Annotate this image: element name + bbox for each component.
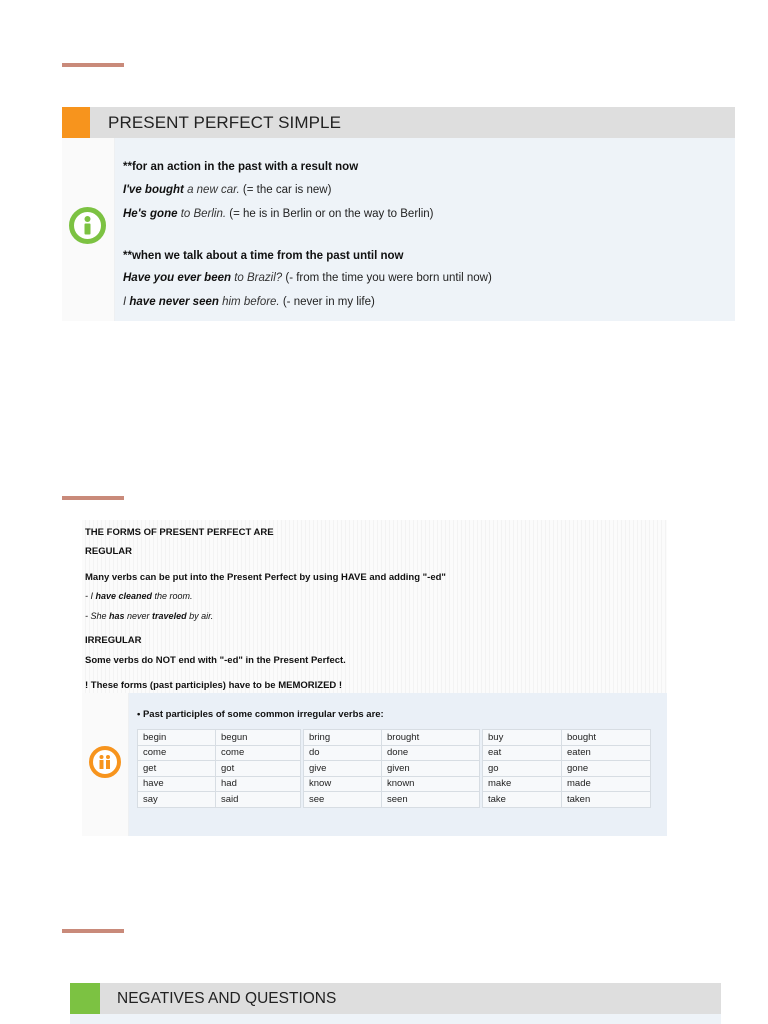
info-icon bbox=[69, 207, 106, 244]
table-cell: give bbox=[304, 761, 382, 777]
present-perfect-simple-box bbox=[62, 107, 735, 321]
regular-label: REGULAR bbox=[85, 546, 132, 557]
table-cell: know bbox=[304, 776, 382, 792]
table-row bbox=[138, 745, 651, 761]
table-row bbox=[138, 776, 651, 792]
table-cell: done bbox=[382, 745, 480, 761]
table-cell: take bbox=[483, 792, 562, 808]
section-divider bbox=[62, 63, 124, 67]
irregular-rule: Some verbs do NOT end with "-ed" in the Present Perfect. bbox=[85, 655, 346, 666]
box-header bbox=[62, 107, 735, 138]
icon-column bbox=[82, 693, 129, 836]
table-cell: begun bbox=[216, 730, 301, 746]
table-cell: bought bbox=[562, 730, 651, 746]
table-cell: make bbox=[483, 776, 562, 792]
table-row bbox=[138, 761, 651, 777]
box-title: NEGATIVES AND QUESTIONS bbox=[117, 990, 337, 1007]
table-cell: gone bbox=[562, 761, 651, 777]
table-cell: had bbox=[216, 776, 301, 792]
section-divider bbox=[62, 496, 124, 500]
table-cell: taken bbox=[562, 792, 651, 808]
example-line: Have you ever been to Brazil? (- from the time you were born until now) bbox=[123, 272, 492, 284]
usage-heading: **for an action in the past with a result now bbox=[123, 161, 359, 173]
table-cell: seen bbox=[382, 792, 480, 808]
box-header bbox=[70, 983, 721, 1014]
table-cell: do bbox=[304, 745, 382, 761]
table-cell: see bbox=[304, 792, 382, 808]
table-cell: come bbox=[138, 745, 216, 761]
table-cell: eat bbox=[483, 745, 562, 761]
regular-example: - I have cleaned the room. bbox=[85, 591, 193, 601]
box-body bbox=[115, 138, 735, 321]
table-cell: have bbox=[138, 776, 216, 792]
example-line: He's gone to Berlin. (= he is in Berlin or on the way to Berlin) bbox=[123, 208, 434, 220]
verbs-box-title: • Past participles of some common irregular verbs are: bbox=[137, 709, 384, 720]
table-row bbox=[138, 792, 651, 808]
info-icon bbox=[89, 746, 121, 778]
forms-heading: THE FORMS OF PRESENT PERFECT ARE bbox=[85, 527, 274, 538]
forms-of-present-perfect bbox=[82, 520, 667, 836]
icon-column bbox=[62, 138, 115, 321]
table-cell: made bbox=[562, 776, 651, 792]
table-cell: go bbox=[483, 761, 562, 777]
header-accent bbox=[70, 983, 100, 1014]
table-cell: said bbox=[216, 792, 301, 808]
example-line: I've bought a new car. (= the car is new) bbox=[123, 184, 332, 196]
table-cell: get bbox=[138, 761, 216, 777]
box-body bbox=[70, 1014, 721, 1024]
usage-heading: **when we talk about a time from the past until now bbox=[123, 250, 404, 262]
table-cell: bring bbox=[304, 730, 382, 746]
irregular-verbs-table bbox=[137, 729, 651, 808]
table-cell: brought bbox=[382, 730, 480, 746]
table-cell: come bbox=[216, 745, 301, 761]
table-row bbox=[138, 730, 651, 746]
table-cell: known bbox=[382, 776, 480, 792]
table-cell: say bbox=[138, 792, 216, 808]
negatives-and-questions-box bbox=[70, 983, 721, 1024]
memorize-note: ! These forms (past participles) have to be MEMORIZED ! bbox=[85, 680, 343, 691]
regular-example: - She has never traveled by air. bbox=[85, 611, 214, 621]
table-cell: begin bbox=[138, 730, 216, 746]
example-line: I have never seen him before. (- never in my life) bbox=[123, 296, 375, 308]
table-cell: given bbox=[382, 761, 480, 777]
regular-rule: Many verbs can be put into the Present Perfect by using HAVE and adding "-ed" bbox=[85, 572, 446, 583]
irregular-label: IRREGULAR bbox=[85, 635, 142, 646]
section-divider bbox=[62, 929, 124, 933]
table-cell: buy bbox=[483, 730, 562, 746]
header-accent bbox=[62, 107, 90, 138]
table-cell: eaten bbox=[562, 745, 651, 761]
table-cell: got bbox=[216, 761, 301, 777]
box-title: PRESENT PERFECT SIMPLE bbox=[108, 113, 342, 132]
